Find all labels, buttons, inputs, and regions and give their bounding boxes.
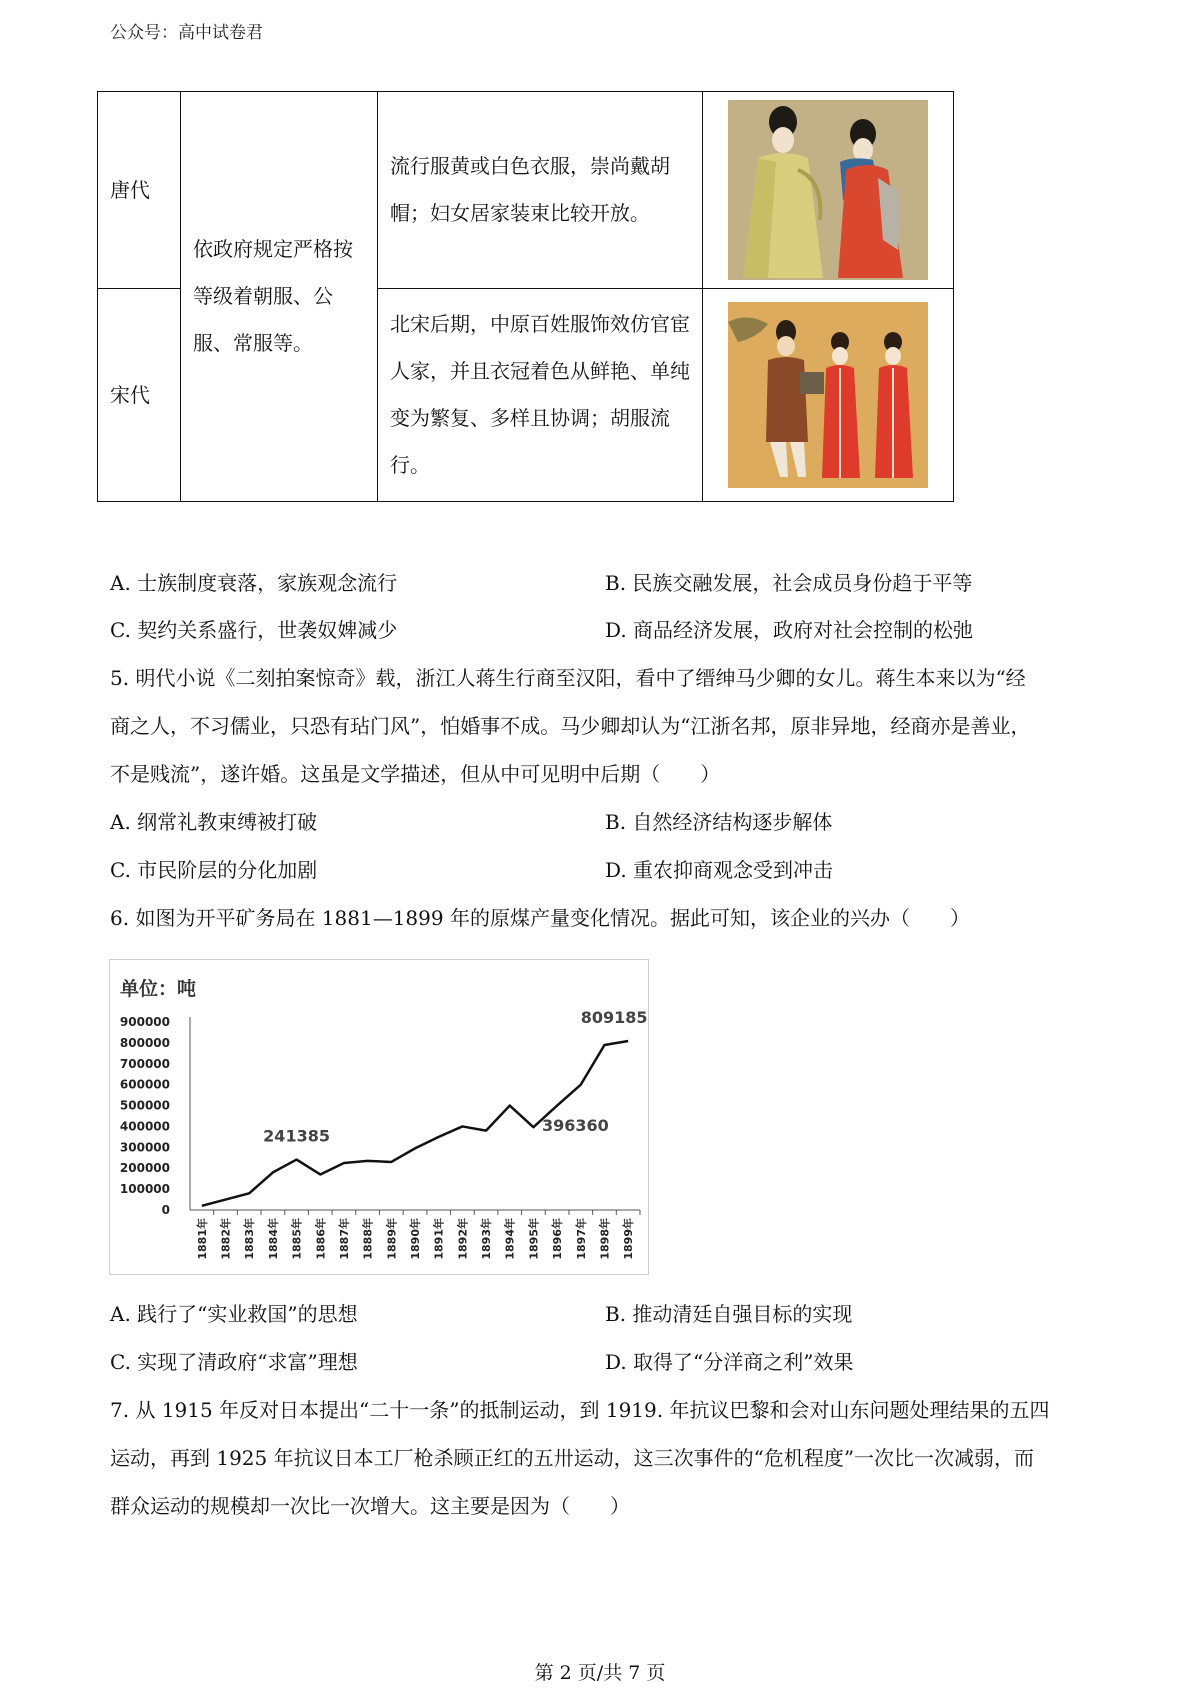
page-footer: 第 2 页/共 7 页: [534, 1662, 666, 1684]
q6-option-c: C. 实现了清政府“求富”理想: [110, 1350, 358, 1374]
q6-option-a: A. 践行了“实业救国”的思想: [110, 1302, 358, 1326]
y-tick-label: 400000: [119, 1119, 170, 1134]
q7-stem-line: 群众运动的规模却一次比一次增大。这主要是因为（ ）: [110, 1494, 630, 1518]
y-tick-label: 0: [161, 1203, 170, 1217]
data-label: 241385: [263, 1126, 330, 1146]
tang-painting: [728, 100, 928, 280]
song-painting: [728, 302, 928, 488]
q7-stem-line: 运动，再到 1925 年抗议日本工厂枪杀顾正红的五卅运动，这三次事件的“危机程度”一次比一次减弱，而: [110, 1446, 1035, 1470]
era-cell: 唐代: [98, 92, 181, 289]
x-tick-label: 1889年: [385, 1218, 399, 1260]
x-tick-label: 1887年: [337, 1218, 351, 1260]
image-cell: [703, 92, 954, 289]
table-row: [98, 92, 954, 289]
data-label: 809185: [580, 1007, 648, 1027]
image-cell: [703, 289, 954, 502]
y-tick-label: 300000: [119, 1140, 170, 1155]
q4-option-c: C. 契约关系盛行，世袭奴婢减少: [110, 618, 398, 642]
x-tick-label: 1895年: [527, 1218, 541, 1260]
data-label: 396360: [542, 1116, 609, 1136]
x-tick-label: 1892年: [456, 1218, 470, 1260]
x-tick-label: 1890年: [409, 1218, 422, 1260]
x-tick-label: 1886年: [314, 1218, 328, 1260]
coal-production-chart: [109, 959, 649, 1275]
x-tick-label: 1899年: [622, 1218, 636, 1260]
chart-title: 单位：吨: [120, 978, 197, 1000]
x-tick-label: 1893年: [480, 1218, 494, 1260]
x-tick-label: 1884年: [266, 1218, 280, 1260]
q6-option-b: B. 推动清廷自强目标的实现: [605, 1302, 853, 1326]
q6-stem: 6. 如图为开平矿务局在 1881—1899 年的原煤产量变化情况。据此可知，该企业的兴办（ ）: [110, 906, 970, 930]
era-cell: 宋代: [98, 289, 181, 502]
feature-cell: 流行服黄或白色衣服，崇尚戴胡帽；妇女居家装束比较开放。: [378, 92, 703, 289]
feature-cell: 北宋后期，中原百姓服饰效仿官宦人家，并且衣冠着色从鲜艳、单纯变为繁复、多样且协调；胡服流行。: [378, 289, 703, 502]
q6-option-d: D. 取得了“分洋商之利”效果: [605, 1350, 854, 1374]
x-tick-label: 1894年: [503, 1218, 517, 1260]
y-tick-label: 600000: [119, 1077, 170, 1092]
x-tick-label: 1883年: [243, 1218, 257, 1260]
q4-option-a: A. 士族制度衰落，家族观念流行: [110, 571, 398, 595]
y-tick-label: 200000: [119, 1161, 170, 1176]
chart-svg: [110, 960, 648, 1274]
y-tick-label: 700000: [119, 1056, 170, 1071]
x-tick-label: 1885年: [290, 1218, 304, 1260]
q7-stem-line: 7. 从 1915 年反对日本提出“二十一条”的抵制运动，到 1919. 年抗议巴黎和会对山东问题处理结果的五四: [110, 1398, 1050, 1422]
x-tick-label: 1888年: [361, 1218, 375, 1260]
x-tick-label: 1897年: [574, 1218, 588, 1260]
q5-option-c: C. 市民阶层的分化加剧: [110, 858, 318, 882]
x-tick-label: 1896年: [551, 1218, 565, 1260]
x-tick-label: 1898年: [598, 1218, 612, 1260]
page-header: 公众号：高中试卷君: [110, 23, 263, 43]
y-tick-label: 100000: [119, 1182, 170, 1197]
clothing-table: [97, 91, 954, 502]
y-tick-label: 500000: [119, 1098, 170, 1113]
q5-stem-line: 不是贱流”，遂许婚。这虽是文学描述，但从中可见明中后期（ ）: [110, 762, 721, 786]
q5-option-a: A. 纲常礼教束缚被打破: [110, 810, 318, 834]
x-tick-label: 1891年: [432, 1218, 446, 1260]
q5-stem-line: 5. 明代小说《二刻拍案惊奇》载，浙江人蒋生行商至汉阳，看中了缙绅马少卿的女儿。蒋生本来以为“经: [110, 666, 1026, 690]
q5-option-b: B. 自然经济结构逐步解体: [605, 810, 833, 834]
x-tick-label: 1882年: [219, 1218, 233, 1260]
q4-option-d: D. 商品经济发展，政府对社会控制的松弛: [605, 618, 974, 642]
common-cell: 依政府规定严格按等级着朝服、公服、常服等。: [181, 92, 378, 502]
q5-stem-line: 商之人，不习儒业，只恐有玷门风”，怕婚事不成。马少卿却认为“江浙名邦，原非异地，经商亦是善业，: [110, 714, 1031, 738]
y-tick-label: 900000: [119, 1015, 170, 1029]
x-tick-label: 1881年: [195, 1218, 209, 1260]
q5-option-d: D. 重农抑商观念受到冲击: [605, 858, 834, 882]
y-tick-label: 800000: [119, 1035, 170, 1050]
q4-option-b: B. 民族交融发展，社会成员身份趋于平等: [605, 571, 973, 595]
